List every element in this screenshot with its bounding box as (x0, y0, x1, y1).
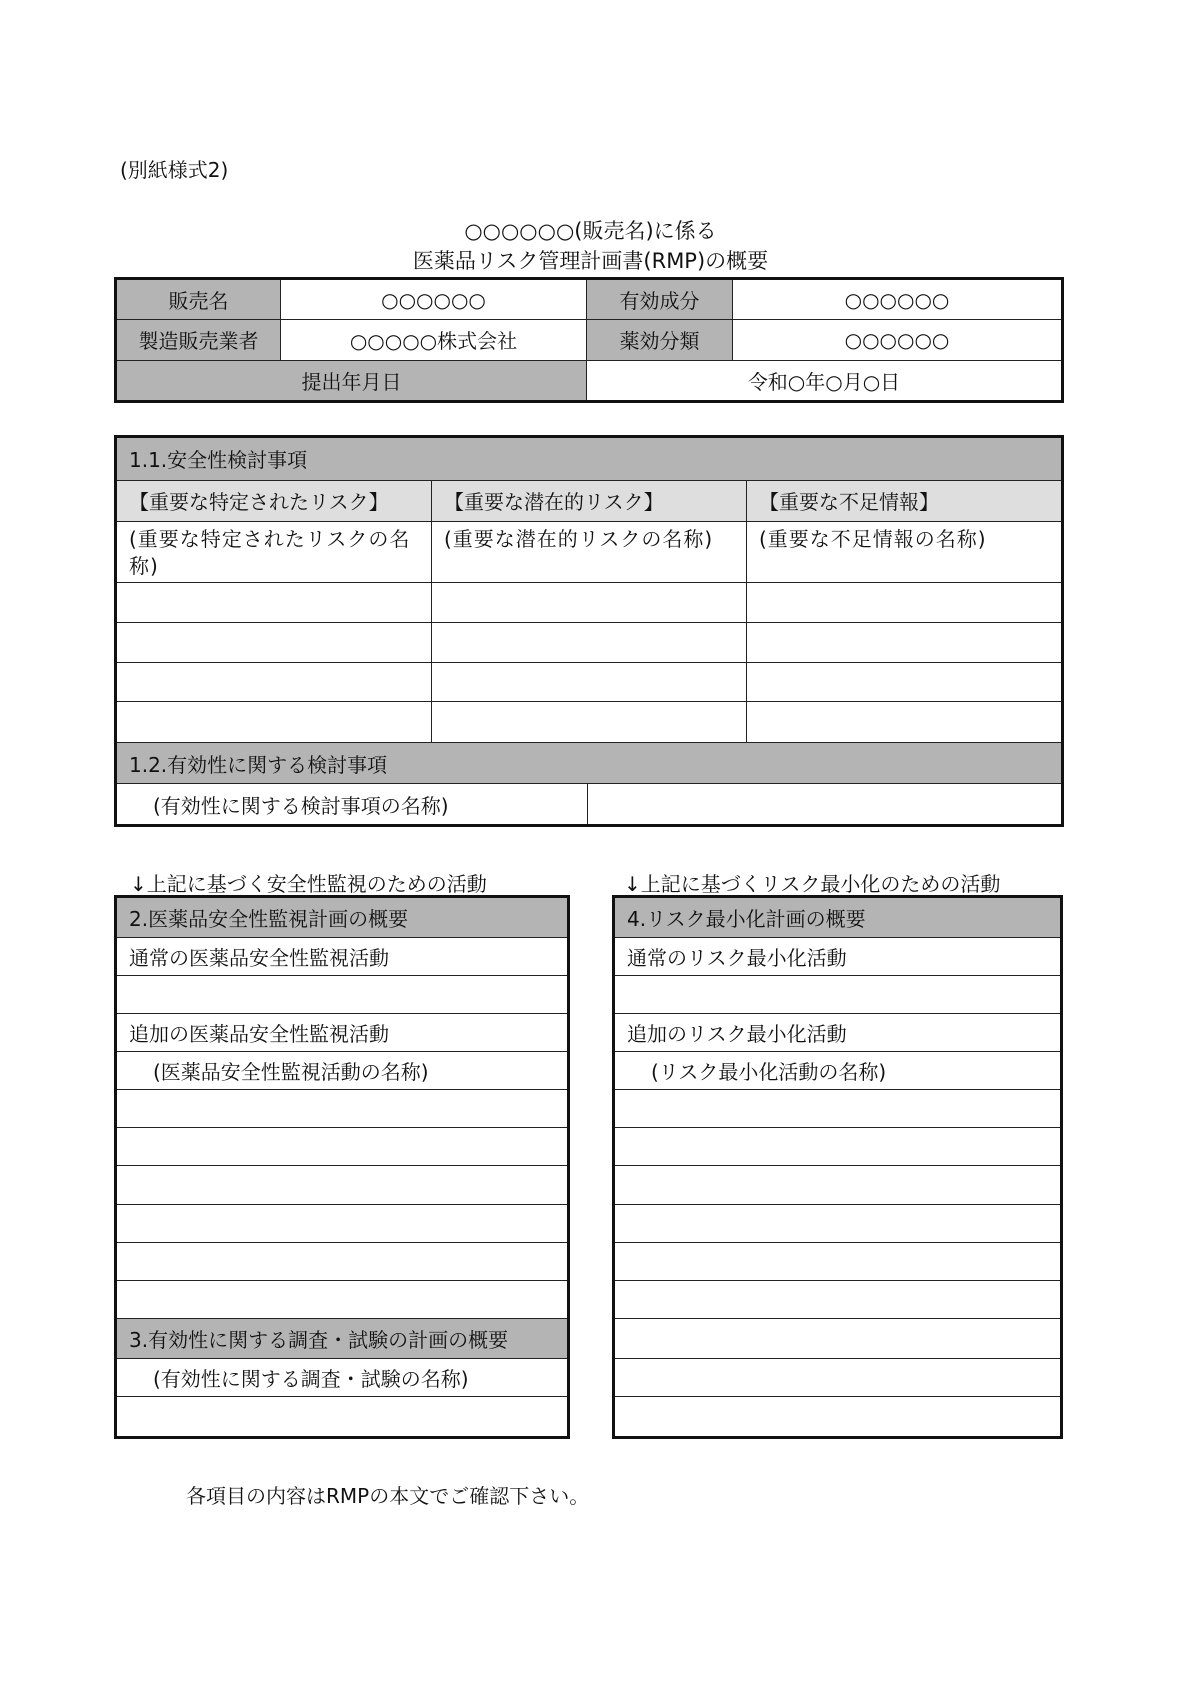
rm-additional-label: 追加のリスク最小化活動 (615, 1014, 1061, 1052)
risk-minimization-arrow-label: ↓上記に基づくリスク最小化のための活動 (624, 872, 1001, 896)
therapeutic-category-label: 薬効分類 (587, 320, 733, 360)
form-label: (別紙様式2) (120, 158, 229, 182)
table-row (615, 976, 1061, 1014)
table-row (117, 1204, 568, 1242)
pv-additional-item: (医薬品安全性監視活動の名称) (117, 1052, 568, 1090)
table-row (117, 1242, 568, 1280)
manufacturer-label: 製造販売業者 (117, 320, 281, 360)
document-title-line1: ○○○○○○(販売名)に係る (464, 219, 717, 243)
pharmacovigilance-plan-table (116, 897, 568, 1437)
table-row (117, 1280, 568, 1318)
missing-info-header: 【重要な不足情報】 (747, 480, 1062, 521)
efficacy-item-blank (588, 784, 1062, 825)
document-title-line2: 医薬品リスク管理計画書(RMP)の概要 (412, 249, 769, 273)
table-row (117, 582, 1062, 622)
manufacturer-value: ○○○○○株式会社 (281, 320, 587, 360)
table-row (615, 1128, 1061, 1166)
safety-activity-arrow-label: ↓上記に基づく安全性監視のための活動 (130, 872, 487, 896)
table-row (117, 1128, 568, 1166)
table-row (615, 1090, 1061, 1128)
table-row (615, 1204, 1061, 1242)
risk-minimization-plan-table (614, 897, 1061, 1437)
table-row (117, 702, 1062, 743)
efficacy-section-title: 1.2.有効性に関する検討事項 (117, 743, 1062, 784)
table-row (117, 976, 568, 1014)
brand-name-label: 販売名 (117, 280, 281, 320)
table-row (117, 1166, 568, 1204)
efficacy-study-section-title: 3.有効性に関する調査・試験の計画の概要 (117, 1318, 568, 1358)
safety-efficacy-table (116, 437, 1062, 825)
brand-name-value: ○○○○○○ (281, 280, 587, 320)
table-row (615, 1280, 1061, 1318)
pv-plan-section-title: 2.医薬品安全性監視計画の概要 (117, 898, 568, 938)
identified-risk-header: 【重要な特定されたリスク】 (117, 480, 432, 521)
table-row (615, 1396, 1061, 1436)
potential-risk-header: 【重要な潜在的リスク】 (432, 480, 747, 521)
potential-risk-item: (重要な潜在的リスクの名称) (432, 521, 747, 582)
table-row (615, 1166, 1061, 1204)
safety-section-title: 1.1.安全性検討事項 (117, 438, 1062, 481)
pv-routine-label: 通常の医薬品安全性監視活動 (117, 938, 568, 976)
submission-date-label: 提出年月日 (117, 360, 587, 400)
pv-additional-label: 追加の医薬品安全性監視活動 (117, 1014, 568, 1052)
table-row (615, 1318, 1061, 1358)
rm-additional-item: (リスク最小化活動の名称) (615, 1052, 1061, 1090)
submission-date-value: 令和○年○月○日 (587, 360, 1062, 400)
efficacy-study-item: (有効性に関する調査・試験の名称) (117, 1358, 568, 1396)
rm-routine-label: 通常のリスク最小化活動 (615, 938, 1061, 976)
active-ingredient-value: ○○○○○○ (733, 280, 1062, 320)
table-row (117, 1090, 568, 1128)
table-row (117, 1396, 568, 1436)
rm-plan-section-title: 4.リスク最小化計画の概要 (615, 898, 1061, 938)
identified-risk-item: (重要な特定されたリスクの名称) (117, 521, 432, 582)
therapeutic-category-value: ○○○○○○ (733, 320, 1062, 360)
efficacy-item: (有効性に関する検討事項の名称) (117, 784, 588, 825)
table-row (117, 622, 1062, 662)
table-row (117, 662, 1062, 702)
footer-note: 各項目の内容はRMPの本文でご確認下さい。 (186, 1484, 590, 1508)
table-row (615, 1358, 1061, 1396)
active-ingredient-label: 有効成分 (587, 280, 733, 320)
missing-info-item: (重要な不足情報の名称) (747, 521, 1062, 582)
table-row (615, 1242, 1061, 1280)
product-info-table (116, 279, 1062, 401)
